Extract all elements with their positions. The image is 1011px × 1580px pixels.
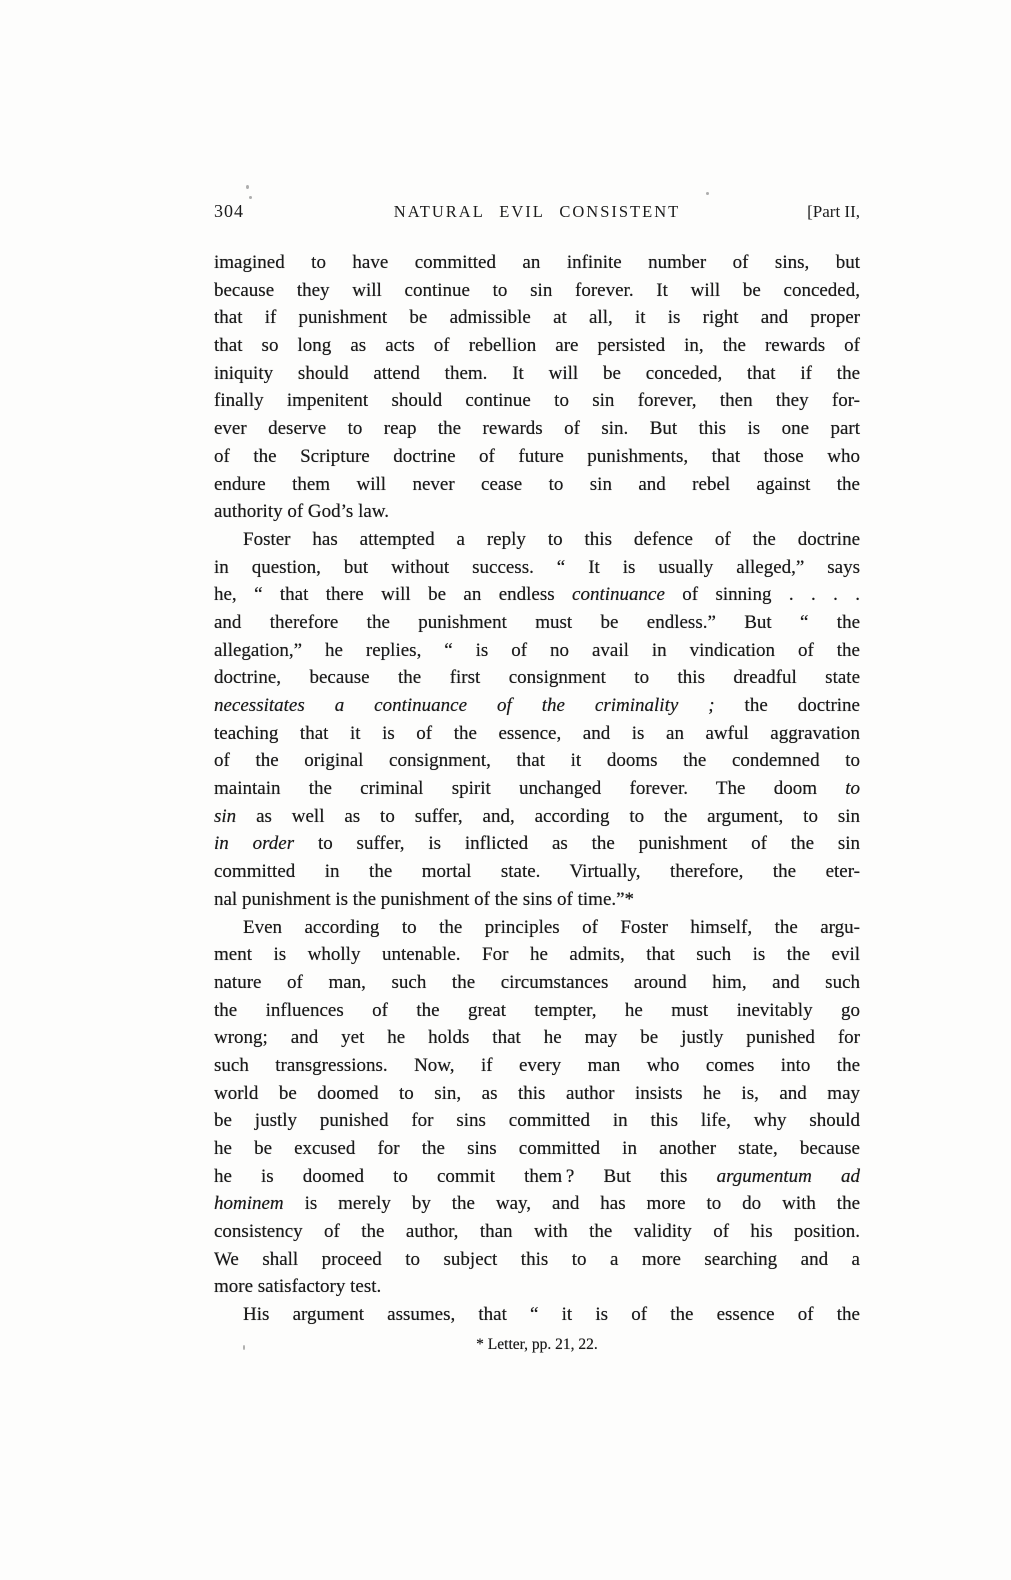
body-text: maintain the criminal spirit unchanged forever. The doom <box>214 778 846 800</box>
body-text: he, “ that there will be an endless <box>214 584 573 606</box>
body-text: more satisfactory test. <box>214 1276 382 1298</box>
scan-speckle <box>246 185 249 189</box>
text-line <box>214 941 860 969</box>
italic-text: continuance <box>572 584 665 606</box>
scan-speckle <box>706 192 709 195</box>
scan-speckle <box>249 196 252 199</box>
text-line <box>214 886 860 914</box>
body-text: wrong; and yet he holds that he may be justly punished for <box>214 1027 860 1049</box>
body-text: ment is wholly untenable. For he admits, that such is the evil <box>214 944 860 966</box>
text-line <box>214 1024 860 1052</box>
body-text: that if punishment be admissible at all, it is right and proper <box>214 307 860 329</box>
body-text: the influences of the great tempter, he must inevitably go <box>214 999 860 1021</box>
page-number: 304 <box>214 201 244 221</box>
text-line <box>214 914 860 942</box>
text-line <box>214 249 860 277</box>
text-line <box>214 387 860 415</box>
body-text: consistency of the author, than with the validity of his position. <box>214 1221 860 1243</box>
text-line <box>214 997 860 1025</box>
body-text: he be excused for the sins committed in another state, because <box>214 1138 860 1159</box>
text-line <box>214 471 860 499</box>
body-text: be justly punished for sins committed in this life, why should <box>214 1110 860 1132</box>
text-line <box>214 1107 860 1135</box>
text-line <box>214 554 860 582</box>
italic-text: to <box>845 778 860 800</box>
body-text: he is doomed to commit them ? But this <box>214 1165 717 1187</box>
text-line <box>214 526 860 554</box>
body-text: nal punishment is the punishment of the sins of time.”* <box>214 888 635 910</box>
text-line <box>214 581 860 609</box>
body-text: doctrine, because the first consignment to this dreadful state <box>214 667 860 689</box>
text-line <box>214 747 860 775</box>
text-line <box>214 775 860 803</box>
text-line <box>214 1246 860 1274</box>
body-text: His argument assumes, that “ it is of the essence of the <box>243 1304 860 1326</box>
text-line <box>214 304 860 332</box>
body-text: ever deserve to reap the rewards of sin. But this is one part <box>214 418 860 440</box>
body-text: to suffer, is inflicted as the punishment of the sin <box>294 833 860 855</box>
text-line <box>214 1301 860 1329</box>
body-text: such transgressions. Now, if every man who comes into the <box>214 1054 860 1076</box>
body-text: of the original consignment, that it dooms the condemned to <box>214 750 860 772</box>
body-text: imagined to have committed an infinite number of sins, but <box>214 252 860 273</box>
body-text: in question, but without success. “ It is usually alleged,” says <box>214 556 860 578</box>
text-line <box>214 664 860 692</box>
italic-text: hominem <box>214 1193 284 1215</box>
text-line <box>214 969 860 997</box>
text-line <box>214 720 860 748</box>
italic-text: necessitates a continuance of the criminality ; <box>214 695 715 716</box>
body-text: nature of man, such the circumstances around him, and such <box>214 971 860 993</box>
body-text: because they will continue to sin forever. It will be conceded, <box>214 279 860 301</box>
text-line <box>214 498 860 526</box>
italic-text: sin <box>214 805 237 827</box>
text-line <box>214 1163 860 1191</box>
body-text: the doctrine <box>714 695 860 716</box>
body-text: and therefore the punishment must be endless.” But “ the <box>214 611 860 633</box>
body-text: of the Scripture doctrine of future punishments, that those who <box>214 445 860 467</box>
text-line <box>214 803 860 831</box>
footnote: * Letter, pp. 21, 22. <box>476 1336 598 1353</box>
text-line <box>214 415 860 443</box>
text-line <box>214 443 860 471</box>
body-text: teaching that it is of the essence, and is an awful aggravation <box>214 722 860 744</box>
part-label: [Part II, <box>807 202 860 221</box>
body-text: finally impenitent should continue to sin forever, then they for- <box>214 390 860 412</box>
text-line <box>214 609 860 637</box>
body-text: We shall proceed to subject this to a more searching and a <box>214 1248 860 1270</box>
text-line <box>214 1273 860 1301</box>
running-title: NATURAL EVIL CONSISTENT <box>393 202 681 221</box>
body-text: authority of God’s law. <box>214 501 390 523</box>
body-text: iniquity should attend them. It will be conceded, that if the <box>214 362 860 384</box>
text-line <box>214 858 860 886</box>
text-line <box>214 637 860 665</box>
body-text: endure them will never cease to sin and rebel against the <box>214 473 860 495</box>
italic-text: argumentum ad <box>716 1165 861 1187</box>
italic-text: in order <box>214 833 295 855</box>
text-line <box>214 1190 860 1218</box>
body-text: that so long as acts of rebellion are persisted in, the rewards of <box>214 335 860 357</box>
body-text: of sinning . . . . <box>664 584 861 606</box>
body-text: is merely by the way, and has more to do with the <box>283 1193 860 1215</box>
text-line <box>214 1052 860 1080</box>
body-text: Foster has attempted a reply to this defence of the doctrine <box>243 528 860 550</box>
text-line <box>214 332 860 360</box>
text-line <box>214 360 860 388</box>
body-text: world be doomed to sin, as this author insists he is, and may <box>214 1082 860 1104</box>
text-line <box>214 830 860 858</box>
text-line <box>214 1218 860 1246</box>
page-header <box>214 201 860 222</box>
page-body <box>214 249 860 1329</box>
body-text: Even according to the principles of Foster himself, the argu- <box>243 916 860 938</box>
text-line <box>214 1135 860 1163</box>
text-line <box>214 1080 860 1108</box>
body-text: as well as to suffer, and, according to the argument, to sin <box>236 805 860 827</box>
body-text: committed in the mortal state. Virtually, therefore, the eter- <box>214 861 860 883</box>
text-line <box>214 277 860 305</box>
text-line <box>214 692 860 720</box>
body-text: allegation,” he replies, “ is of no avail in vindication of the <box>214 639 860 661</box>
